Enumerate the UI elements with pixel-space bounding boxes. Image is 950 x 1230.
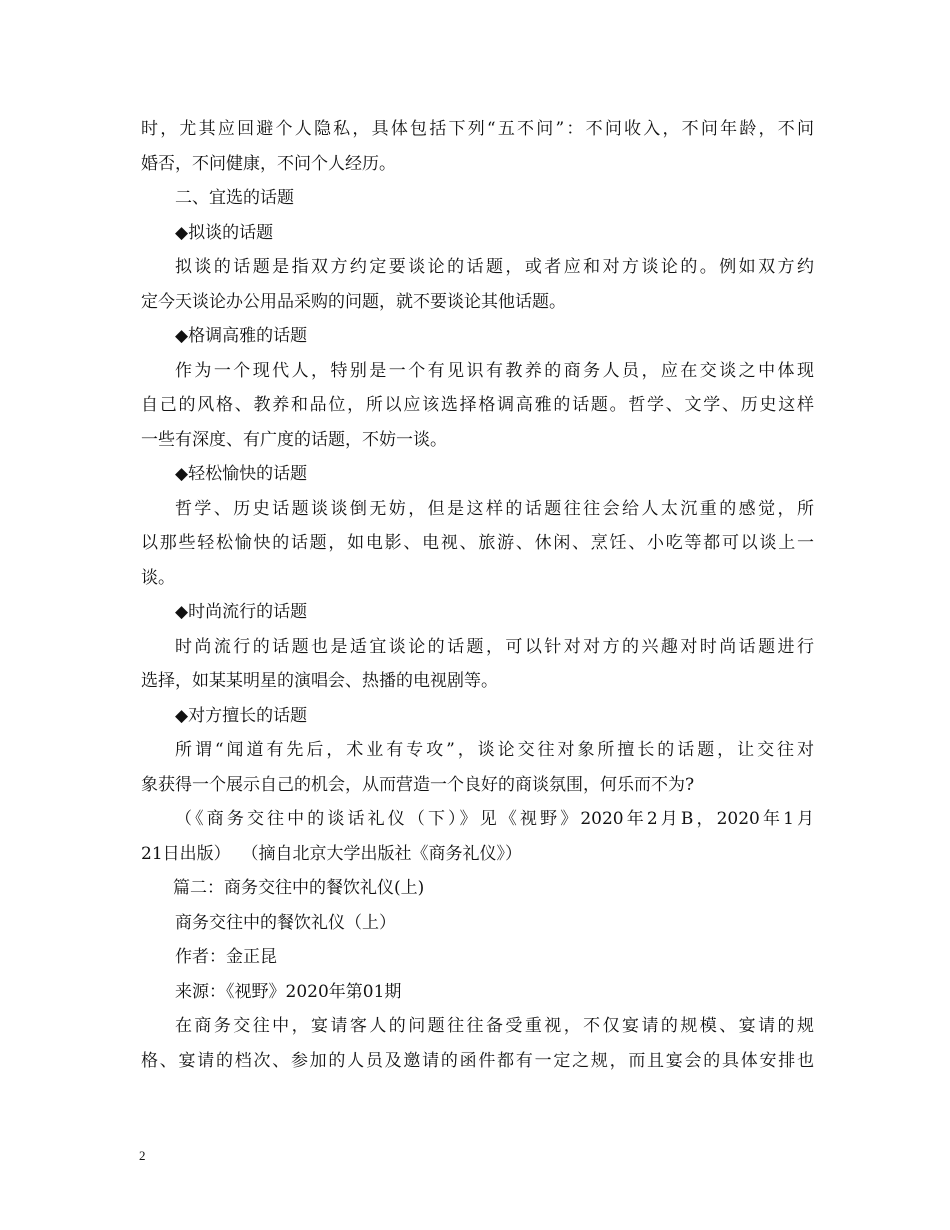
- text-line: 婚否，不问健康，不问个人经历。: [141, 153, 396, 174]
- article-author: 作者：金正昆: [175, 947, 277, 967]
- citation-line: 21日出版） （摘自北京大学出版社《商务礼仪》）: [141, 843, 522, 864]
- subsection-heading: ◆拟谈的话题: [175, 222, 274, 243]
- article-title: 商务交往中的餐饮礼仪（上）: [175, 912, 396, 933]
- subsection-heading: ◆格调高雅的话题: [175, 326, 308, 346]
- text-line: 一些有深度、有广度的话题，不妨一谈。: [141, 429, 447, 450]
- text-line: 以那些轻松愉快的话题，如电影、电视、旅游、休闲、烹饪、小吃等都可以谈上一: [141, 533, 814, 553]
- subsection-heading: ◆时尚流行的话题: [175, 602, 308, 622]
- text-line: 自己的风格、教养和品位，所以应该选择格调高雅的话题。哲学、文学、历史这样: [141, 395, 814, 415]
- text-line: 时，尤其应回避个人隐私，具体包括下列“五不问”：不问收入，不问年龄，不问: [141, 119, 814, 139]
- section-heading: 二、宜选的话题: [175, 188, 294, 208]
- subsection-heading: ◆对方擅长的话题: [175, 705, 308, 726]
- text-line: 拟谈的话题是指双方约定要谈论的话题，或者应和对方谈论的。例如双方约: [175, 257, 814, 277]
- document-body: [141, 112, 814, 1078]
- text-line: 选择，如某某明星的演唱会、热播的电视剧等。: [141, 671, 498, 691]
- text-line: 格、宴请的档次、参加的人员及邀请的函件都有一定之规，而且宴会的具体安排也: [141, 1050, 814, 1071]
- citation-line: （《商务交往中的谈话礼仪（下）》见《视野》2020年2月B，2020年1月: [175, 809, 814, 829]
- text-line: 定今天谈论办公用品采购的问题，就不要谈论其他话题。: [141, 291, 566, 312]
- subsection-heading: ◆轻松愉快的话题: [175, 464, 308, 484]
- page-number: 2: [139, 1148, 146, 1163]
- article-source: 来源：《视野》2020年第01期: [175, 981, 402, 1002]
- text-line: 在商务交往中，宴请客人的问题往往备受重视，不仅宴请的规模、宴请的规: [175, 1016, 814, 1036]
- text-line: 谈。: [141, 567, 175, 588]
- chapter-title: 篇二：商务交往中的餐饮礼仪(上): [173, 878, 425, 898]
- text-line: 象获得一个展示自己的机会，从而营造一个良好的商谈氛围，何乐而不为?: [141, 774, 695, 795]
- text-line: 所谓“闻道有先后，术业有专攻”，谈论交往对象所擅长的话题，让交往对: [175, 740, 814, 760]
- text-line: 作为一个现代人，特别是一个有见识有教养的商务人员，应在交谈之中体现: [175, 360, 814, 381]
- text-line: 哲学、历史话题谈谈倒无妨，但是这样的话题往往会给人太沉重的感觉，所: [175, 498, 814, 519]
- text-line: 时尚流行的话题也是适宜谈论的话题，可以针对对方的兴趣对时尚话题进行: [175, 636, 814, 657]
